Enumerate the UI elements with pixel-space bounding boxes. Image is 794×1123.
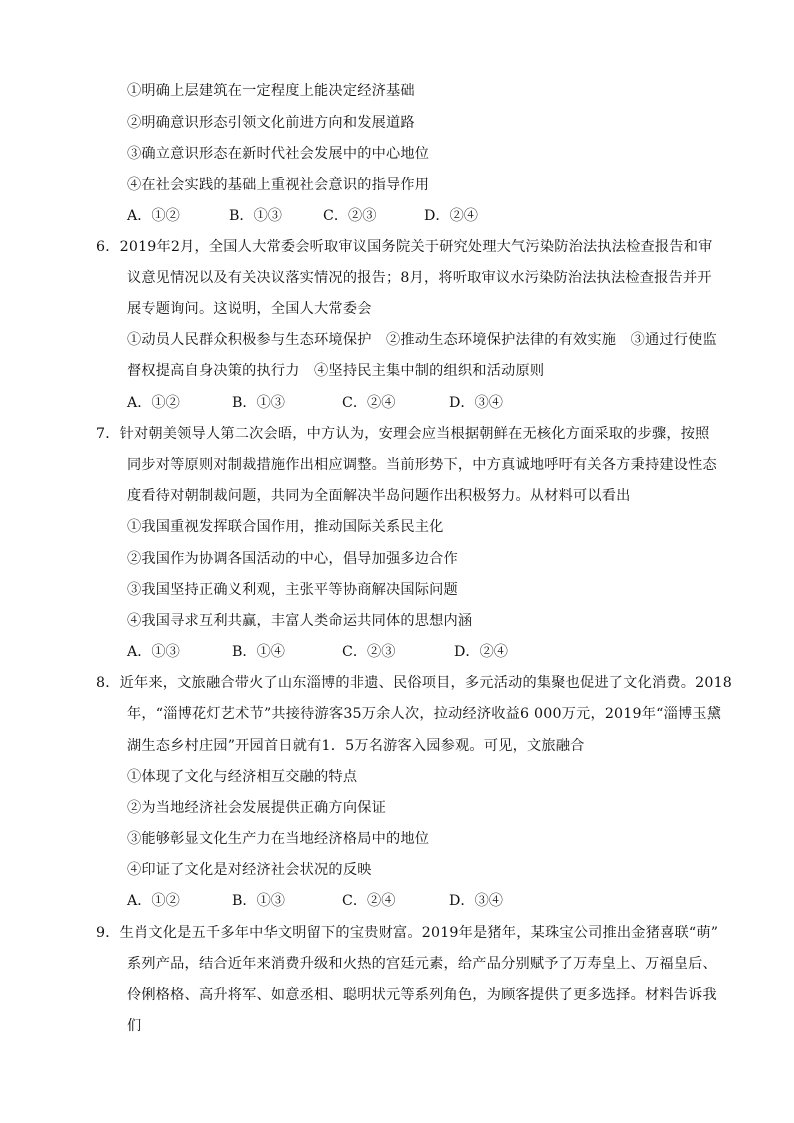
q5-item-3: ③确立意识形态在新时代社会发展中的中心地位 — [127, 146, 430, 162]
q6-items-line-2: 督权提高自身决策的执行力 ④坚持民主集中制的组织和活动原则 — [127, 363, 545, 379]
q5-option-a: A．①② — [127, 208, 180, 224]
q5-option-c: C．②③ — [323, 208, 377, 224]
q6-option-c: C．②④ — [342, 395, 396, 411]
q9-stem-line-4: 们 — [127, 1018, 142, 1034]
q6-stem-line-2: 议意见情况以及有关决议落实情况的报告；8月，将听取审议水污染防治法执法检查报告并开 — [127, 270, 712, 286]
q8-item-3: ③能够彰显文化生产力在当地经济格局中的地位 — [127, 831, 430, 847]
q8-stem-line-1: 8．近年来，文旅融合带火了山东淄博的非遗、民俗项目，多元活动的集聚也促进了文化消费。2018 — [96, 675, 733, 691]
q6-stem-line-3: 展专题询问。这说明，全国人大常委会 — [127, 301, 372, 317]
q7-option-b: B．①④ — [232, 644, 285, 660]
q6-stem-line-1: 6．2019年2月，全国人大常委会听取审议国务院关于研究处理大气污染防治法执法检查报告和审 — [96, 239, 713, 255]
q9-stem-line-3: 伶俐格格、高升将军、如意丞相、聪明状元等系列角色，为顾客提供了更多选择。材料告诉我 — [127, 987, 717, 1003]
q7-item-2: ②我国作为协调各国活动的中心，倡导加强多边合作 — [127, 551, 458, 567]
q8-item-4: ④印证了文化是对经济社会状况的反映 — [127, 862, 372, 878]
q8-item-2: ②为当地经济社会发展提供正确方向保证 — [127, 800, 386, 816]
q5-item-4: ④在社会实践的基础上重视社会意识的指导作用 — [127, 177, 430, 193]
q7-stem-line-2: 同步对等原则对制裁措施作出相应调整。当前形势下，中方真诚地呼吁有关各方秉持建设性态 — [127, 457, 717, 473]
q8-item-1: ①体现了文化与经济相互交融的特点 — [127, 769, 358, 785]
q8-option-d: D．③④ — [449, 893, 503, 909]
q7-stem-line-1: 7．针对朝美领导人第二次会晤，中方认为，安理会应当根据朝鲜在无核化方面采取的步骤，按照 — [96, 426, 710, 442]
q8-stem-line-2: 年，“淄博花灯艺术节”共接待游客35万余人次，拉动经济收益6 000万元，2019年“淄博玉黛 — [127, 706, 722, 722]
q5-item-2: ②明确意识形态引领文化前进方向和发展道路 — [127, 115, 415, 131]
q9-stem-line-2: 系列产品，结合近年来消费升级和火热的宫廷元素，给产品分别赋予了万寿皇上、万福皇后、 — [127, 956, 717, 972]
q7-stem-line-3: 度看待对朝制裁问题，共同为全面解决半岛问题作出积极努力。从材料可以看出 — [127, 488, 631, 504]
q8-option-b: B．①③ — [232, 893, 285, 909]
q8-stem-line-3: 湖生态乡村庄园”开园首日就有1．5万名游客入园参观。可见，文旅融合 — [127, 738, 585, 754]
q6-items-line-1: ①动员人民群众积极参与生态环境保护 ②推动生态环境保护法律的有效实施 ③通过行使监 — [127, 332, 717, 348]
q5-option-b: B．①③ — [229, 208, 282, 224]
q9-stem-line-1: 9．生肖文化是五千多年中华文明留下的宝贵财富。2019年是猪年，某珠宝公司推出金猪喜联“萌” — [96, 925, 719, 941]
q7-item-1: ①我国重视发挥联合国作用，推动国际关系民主化 — [127, 519, 444, 535]
q7-option-d: D．②④ — [454, 644, 508, 660]
q7-item-3: ③我国坚持正确义利观，主张平等协商解决国际问题 — [127, 582, 458, 598]
q6-option-d: D．③④ — [449, 395, 503, 411]
q8-option-a: A．①② — [127, 893, 180, 909]
q6-option-a: A．①② — [127, 395, 180, 411]
q8-option-c: C．②④ — [342, 893, 396, 909]
q5-item-1: ①明确上层建筑在一定程度上能决定经济基础 — [127, 83, 415, 99]
q7-option-c: C．②③ — [342, 644, 396, 660]
q7-item-4: ④我国寻求互利共赢，丰富人类命运共同体的思想内涵 — [127, 613, 473, 629]
q7-option-a: A．①③ — [127, 644, 180, 660]
q5-option-d: D．②④ — [424, 208, 478, 224]
q6-option-b: B．①③ — [232, 395, 285, 411]
